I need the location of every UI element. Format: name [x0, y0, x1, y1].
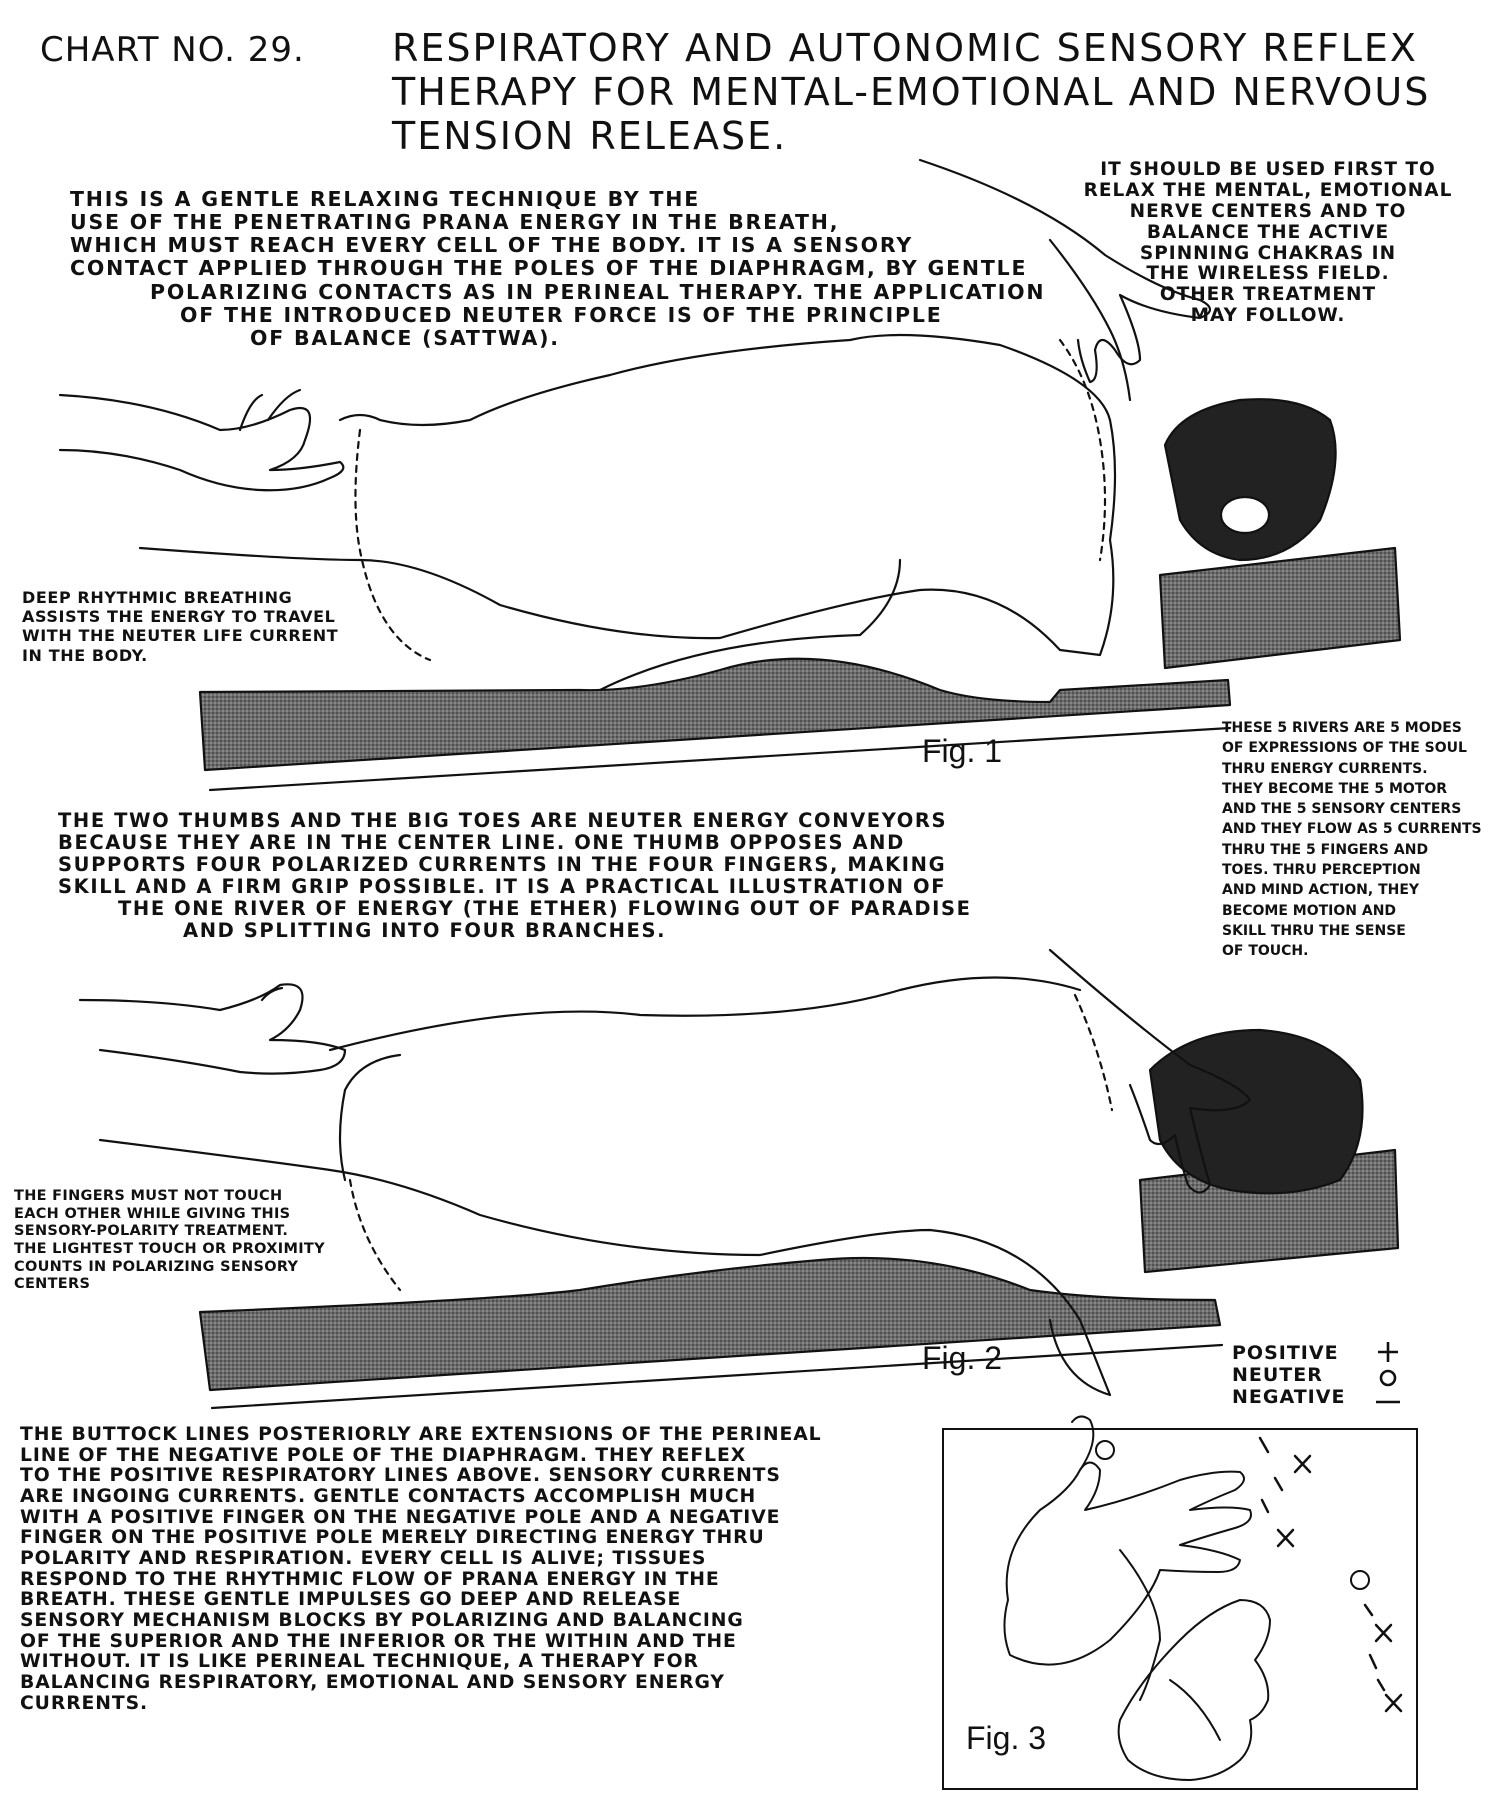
bottom-line: FINGER ON THE POSITIVE POLE MERELY DIRECTING ENERGY THRU [20, 1527, 765, 1549]
fig1-pillow [1160, 548, 1400, 668]
side-note-line: OTHER TREATMENT [1159, 284, 1377, 306]
bottom-line: OF THE SUPERIOR AND THE INFERIOR OR THE WITHIN AND THE [20, 1630, 737, 1652]
thumbs-line: BECAUSE THEY ARE IN THE CENTER LINE. ONE THUMB OPPOSES AND [58, 831, 905, 855]
side-note-line: MAY FOLLOW. [1190, 305, 1346, 327]
fig2-note-line: EACH OTHER WHILE GIVING THIS [14, 1205, 291, 1222]
fig1-label: Fig. 1 [922, 733, 1003, 769]
chart-title [392, 26, 1472, 158]
intro-line: USE OF THE PENETRATING PRANA ENERGY IN THE BREATH, [70, 210, 840, 235]
side-note-line: IT SHOULD BE USED FIRST TO [1100, 159, 1436, 180]
rivers-line: THEY BECOME THE 5 MOTOR [1222, 780, 1448, 797]
thumbs-line: AND SPLITTING INTO FOUR BRANCHES. [183, 919, 667, 943]
rivers-note [1222, 718, 1492, 962]
bottom-line: WITHOUT. IT IS LIKE PERINEAL TECHNIQUE, A THERAPY FOR [20, 1651, 699, 1673]
thumbs-line: THE ONE RIVER OF ENERGY (THE ETHER) FLOWING OUT OF PARADISE [118, 897, 972, 921]
fig1-note-line: ASSISTS THE ENERGY TO TRAVEL [22, 607, 336, 627]
thumbs-line: SUPPORTS FOUR POLARIZED CURRENTS IN THE FOUR FINGERS, MAKING [58, 853, 947, 877]
bottom-line: BALANCING RESPIRATORY, EMOTIONAL AND SENSORY ENERGY [20, 1672, 725, 1694]
side-note-line: THE WIRELESS FIELD. [1146, 263, 1390, 285]
fig3-label: Fig. 3 [966, 1720, 1047, 1756]
rivers-line: BECOME MOTION AND [1222, 902, 1397, 919]
fig1-note-line: DEEP RHYTHMIC BREATHING [22, 588, 293, 607]
rivers-line: THESE 5 RIVERS ARE 5 MODES [1222, 720, 1462, 736]
side-note-line: BALANCE THE ACTIVE [1146, 221, 1390, 243]
intro-line: CONTACT APPLIED THROUGH THE POLES OF THE DIAPHRAGM, BY GENTLE [70, 256, 1028, 281]
polarity-legend [1232, 1342, 1412, 1409]
thumbs-line: THE TWO THUMBS AND THE BIG TOES ARE NEUTER ENERGY CONVEYORS [58, 809, 948, 832]
title-line: THERAPY FOR MENTAL-EMOTIONAL AND NERVOUS [392, 70, 1431, 114]
fig2-left-hand [80, 984, 345, 1073]
fig1-head [1165, 399, 1336, 560]
bottom-line: RESPOND TO THE RHYTHMIC FLOW OF PRANA ENERGY IN THE [20, 1568, 720, 1590]
rivers-line: TOES. THRU PERCEPTION [1222, 862, 1421, 879]
fig2-head [1150, 1030, 1363, 1193]
buttock-lines-paragraph [20, 1425, 920, 1714]
bottom-line: THE BUTTOCK LINES POSTERIORLY ARE EXTENSIONS OF THE PERINEAL [20, 1424, 822, 1445]
fig1-left-hand [60, 395, 343, 490]
side-note-line: NERVE CENTERS AND TO [1129, 200, 1407, 222]
rivers-line: SKILL THRU THE SENSE [1222, 922, 1406, 939]
bottom-line: WITH A POSITIVE FINGER ON THE NEGATIVE POLE AND A NEGATIVE [20, 1506, 781, 1528]
bottom-line: POLARITY AND RESPIRATION. EVERY CELL IS ALIVE; TISSUES [20, 1548, 707, 1570]
bottom-line: CURRENTS. [20, 1692, 149, 1714]
legend-negative [1232, 1386, 1412, 1408]
rivers-line: THRU THE 5 FINGERS AND [1222, 841, 1429, 858]
rivers-line: AND THEY FLOW AS 5 CURRENTS [1222, 821, 1482, 838]
intro-line: POLARIZING CONTACTS AS IN PERINEAL THERAPY. THE APPLICATION [150, 279, 1046, 304]
rivers-line: OF TOUCH. [1222, 943, 1309, 960]
fig1-table [200, 659, 1230, 770]
intro-line: WHICH MUST REACH EVERY CELL OF THE BODY. IT IS A SENSORY [70, 233, 913, 258]
fig1-note-line: IN THE BODY. [22, 645, 148, 665]
fig1-note-line: WITH THE NEUTER LIFE CURRENT [22, 626, 339, 646]
legend-label: NEUTER [1232, 1364, 1323, 1387]
intro-line: OF BALANCE (SATTWA). [250, 325, 560, 350]
title-line: TENSION RELEASE. [392, 114, 788, 158]
title-line: RESPIRATORY AND AUTONOMIC SENSORY REFLEX [392, 26, 1418, 70]
intro-line: OF THE INTRODUCED NEUTER FORCE IS OF THE PRINCIPLE [180, 302, 943, 327]
fig2-label: Fig. 2 [922, 1340, 1003, 1376]
fig2-note-line: CENTERS [14, 1276, 91, 1293]
fig2-fingers-note [14, 1188, 394, 1294]
intro-line: THIS IS A GENTLE RELAXING TECHNIQUE BY THE [70, 187, 701, 211]
legend-positive [1232, 1342, 1412, 1364]
bottom-line: LINE OF THE NEGATIVE POLE OF THE DIAPHRAGM. THEY REFLEX [20, 1444, 747, 1466]
fig2-note-line: THE LIGHTEST TOUCH OR PROXIMITY [14, 1241, 325, 1258]
fig2-drawing [80, 950, 1398, 1408]
rivers-line: AND MIND ACTION, THEY [1222, 882, 1420, 899]
thumbs-line: SKILL AND A FIRM GRIP POSSIBLE. IT IS A PRACTICAL ILLUSTRATION OF [58, 875, 947, 899]
chart-number: CHART NO. 29. [40, 30, 305, 70]
fig1-breathing-note [22, 588, 402, 665]
intro-paragraph [70, 188, 1050, 350]
legend-neuter [1232, 1364, 1412, 1386]
thumbs-note [58, 810, 1068, 942]
side-note-line: SPINNING CHAKRAS IN [1139, 242, 1397, 264]
rivers-line: OF EXPRESSIONS OF THE SOUL [1222, 740, 1467, 757]
bottom-line: ARE INGOING CURRENTS. GENTLE CONTACTS ACCOMPLISH MUCH [20, 1486, 757, 1508]
rivers-line: AND THE 5 SENSORY CENTERS [1222, 801, 1462, 818]
side-note-first-use [1068, 160, 1468, 327]
rivers-line: THRU ENERGY CURRENTS. [1222, 760, 1428, 777]
fig2-note-line: SENSORY-POLARITY TREATMENT. [14, 1223, 289, 1240]
bottom-line: BREATH. THESE GENTLE IMPULSES GO DEEP AND RELEASE [20, 1589, 682, 1611]
fig2-note-line: COUNTS IN POLARIZING SENSORY [14, 1258, 299, 1275]
legend-label: NEGATIVE [1232, 1386, 1346, 1409]
legend-label: POSITIVE [1232, 1342, 1339, 1364]
side-note-line: RELAX THE MENTAL, EMOTIONAL [1083, 179, 1453, 201]
bottom-line: TO THE POSITIVE RESPIRATORY LINES ABOVE. SENSORY CURRENTS [20, 1465, 781, 1487]
bottom-line: SENSORY MECHANISM BLOCKS BY POLARIZING AND BALANCING [20, 1610, 744, 1632]
fig2-note-line: THE FINGERS MUST NOT TOUCH [14, 1188, 283, 1204]
